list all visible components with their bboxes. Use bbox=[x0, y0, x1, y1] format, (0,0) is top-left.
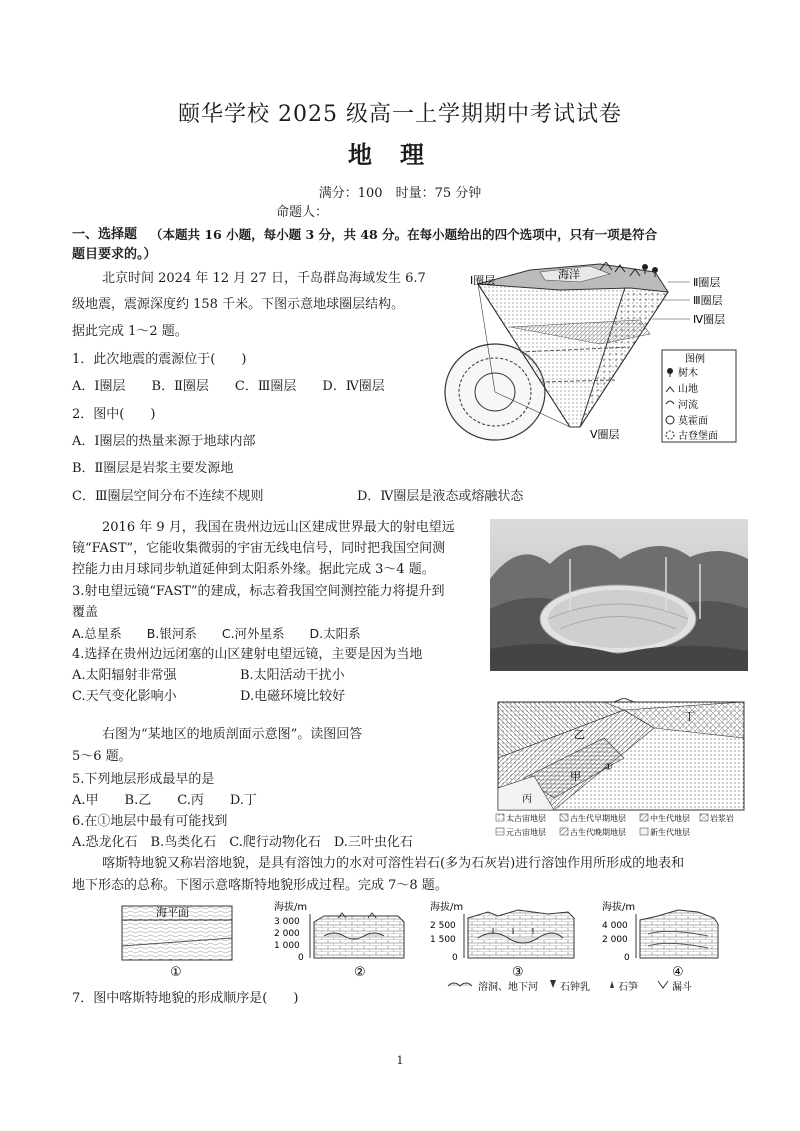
legend-moho: 莫霍面 bbox=[678, 416, 708, 427]
panel2-tick-1000: 1 000 bbox=[274, 941, 300, 951]
legend-cenozoic: 新生代地层 bbox=[650, 828, 690, 837]
q6-options: A.恐龙化石 B.鸟类化石 C.爬行动物化石 D.三叶虫化石 bbox=[72, 835, 413, 850]
q4-stem: 4.选择在贵州边远闭塞的山区建射电望远镜，主要是因为当地 bbox=[72, 647, 423, 662]
panel2-label: ② bbox=[354, 965, 366, 980]
layer3-label: Ⅲ圈层 bbox=[693, 294, 723, 307]
geo-legend bbox=[496, 813, 734, 837]
legend-magmatic: 岩浆岩 bbox=[710, 814, 734, 823]
passage3-line1: 右图为“某地区的地质剖面示意图”。读图回答 bbox=[102, 727, 363, 742]
layer1-label: Ⅰ圈层 bbox=[470, 274, 496, 287]
panel4-tick-2000: 2 000 bbox=[602, 935, 628, 945]
q2-option-d: D．Ⅳ圈层是液态或熔融状态 bbox=[357, 489, 524, 504]
panel3-alt-label: 海拔/m bbox=[430, 902, 464, 913]
q3-stem-line1: 3.射电望远镜“FAST”的建成，标志着我国空间测控能力将提升到 bbox=[72, 584, 445, 599]
panel2-tick-2000: 2 000 bbox=[274, 929, 300, 939]
label-jia: 甲 bbox=[570, 770, 581, 783]
passage4-line1: 喀斯特地貌又称岩溶地貌，是具有溶蚀力的水对可溶性岩石(多为石灰岩)进行溶蚀作用所形成的地表和 bbox=[102, 856, 685, 871]
legend-mountain: 山地 bbox=[678, 384, 698, 395]
q4-option-a: A.太阳辐射非常强 bbox=[72, 668, 177, 683]
fast-telescope-photo bbox=[490, 519, 748, 671]
passage1-line1: 北京时间 2024 年 12 月 27 日，千岛群岛海域发生 6.7 bbox=[102, 271, 426, 286]
panel2-tick-0: 0 bbox=[298, 953, 304, 963]
q5-options: A.甲 B.乙 C.丙 D.丁 bbox=[72, 793, 257, 808]
legend-stalactite: 石钟乳 bbox=[560, 982, 590, 993]
panel3-tick-2500: 2 500 bbox=[430, 921, 456, 931]
q2-option-b: B．Ⅱ圈层是岩浆主要发源地 bbox=[72, 461, 234, 476]
legend-title: 图例 bbox=[685, 354, 705, 365]
q5-stem: 5.下列地层形成最早的是 bbox=[72, 772, 215, 787]
author-label: 命题人： bbox=[276, 205, 329, 220]
legend-cave: 溶洞、地下河 bbox=[478, 982, 538, 993]
layer5-label: Ⅴ圈层 bbox=[590, 428, 620, 441]
passage1-line3: 据此完成 1～2 题。 bbox=[72, 324, 188, 339]
panel1-label: ① bbox=[170, 965, 182, 980]
label-bing: 丙 bbox=[522, 794, 532, 805]
q4-option-c: C.天气变化影响小 bbox=[72, 689, 177, 704]
subject-title: 地理 bbox=[348, 140, 452, 169]
q2-option-a: A．Ⅰ圈层的热量来源于地球内部 bbox=[72, 434, 256, 449]
earth-layers-figure bbox=[440, 262, 740, 447]
passage2-line3: 控能力由月球同步轨道延伸到太阳系外缘。据此完成 3～4 题。 bbox=[72, 562, 435, 577]
label-yi: 乙 bbox=[574, 728, 585, 741]
legend-funnel: 漏斗 bbox=[672, 982, 692, 993]
panel3-tick-1500: 1 500 bbox=[430, 935, 456, 945]
q2-option-c: C．Ⅲ圈层空间分布不连续不规则 bbox=[72, 489, 264, 504]
q6-stem: 6.在①地层中最有可能找到 bbox=[72, 814, 228, 829]
cave-icon bbox=[448, 983, 472, 986]
q4-option-d: D.电磁环境比较好 bbox=[240, 689, 346, 704]
score-time: 满分：100 时量：75 分钟 bbox=[318, 186, 482, 201]
passage3-line2: 5～6 题。 bbox=[72, 749, 132, 764]
q1-options: A．Ⅰ圈层 B．Ⅱ圈层 C．Ⅲ圈层 D．Ⅳ圈层 bbox=[72, 379, 385, 394]
panel4-tick-0: 0 bbox=[624, 953, 630, 963]
legend-stalagmite: 石笋 bbox=[618, 982, 638, 993]
legend-gutenberg: 古登堡面 bbox=[678, 431, 718, 442]
layers-legend bbox=[662, 350, 736, 442]
panel3-label: ③ bbox=[512, 965, 524, 980]
label-circle1: ① bbox=[604, 762, 613, 773]
passage1-line2: 级地震，震源深度约 158 千米。下图示意地球圈层结构。 bbox=[72, 297, 405, 312]
exam-title: 颐华学校 2025 级高一上学期期中考试试卷 bbox=[178, 102, 622, 127]
section-instruction-line1: （本题共 16 小题，每小题 3 分，共 48 分。在每小题给出的四个选项中，只有一项是符合 bbox=[150, 227, 658, 242]
legend-tree: 树木 bbox=[678, 368, 698, 379]
q3-options: A.总星系 B.银河系 C.河外星系 D.太阳系 bbox=[72, 626, 361, 641]
panel3-tick-0: 0 bbox=[452, 953, 458, 963]
panel2-alt-label: 海拔/m bbox=[274, 902, 308, 913]
q4-option-b: B.太阳活动干扰小 bbox=[240, 668, 345, 683]
panel2-tick-3000: 3 000 bbox=[274, 917, 300, 927]
passage4-line2: 地下形态的总称。下图示意喀斯特地貌形成过程。完成 7～8 题。 bbox=[72, 878, 448, 893]
karst-legend bbox=[448, 980, 692, 993]
passage2-line1: 2016 年 9 月，我国在贵州边远山区建成世界最大的射电望远 bbox=[102, 520, 455, 535]
section-heading: 一、选择题 bbox=[72, 227, 138, 242]
legend-river: 河流 bbox=[678, 400, 698, 411]
stalagmite-icon bbox=[610, 981, 614, 988]
legend-late-paleozoic: 古生代晚期地层 bbox=[570, 828, 626, 837]
panel4-alt-label: 海拔/m bbox=[602, 902, 636, 913]
label-ding: 丁 bbox=[684, 710, 695, 723]
passage2-line2: 镜“FAST”，它能收集微弱的宇宙无线电信号，同时把我国空间测 bbox=[72, 541, 446, 556]
panel4-tick-4000: 4 000 bbox=[602, 921, 628, 931]
legend-archean: 太古宙地层 bbox=[506, 814, 546, 823]
legend-mesozoic: 中生代地层 bbox=[650, 814, 690, 823]
q1-stem: 1．此次地震的震源位于( ) bbox=[72, 352, 247, 367]
ocean-label: 海洋 bbox=[558, 268, 580, 281]
legend-early-paleozoic: 古生代早期地层 bbox=[570, 814, 626, 823]
panel4-label: ④ bbox=[672, 965, 684, 980]
legend-proterozoic: 元古宙地层 bbox=[506, 828, 546, 837]
q7-stem: 7．图中喀斯特地貌的形成顺序是( ) bbox=[72, 991, 299, 1006]
page-number: 1 bbox=[396, 1054, 404, 1067]
q2-stem: 2．图中( ) bbox=[72, 407, 156, 422]
section-instruction-line2: 题目要求的。） bbox=[72, 247, 157, 262]
karst-process-figure bbox=[118, 898, 730, 994]
layer2-label: Ⅱ圈层 bbox=[693, 276, 721, 289]
funnel-icon bbox=[658, 981, 668, 988]
geologic-profile-figure bbox=[494, 698, 748, 840]
q3-stem-line2: 覆盖 bbox=[72, 605, 99, 620]
stalactite-icon bbox=[550, 980, 556, 988]
layer4-label: Ⅳ圈层 bbox=[693, 313, 726, 326]
sea-level-label: 海平面 bbox=[156, 906, 189, 919]
